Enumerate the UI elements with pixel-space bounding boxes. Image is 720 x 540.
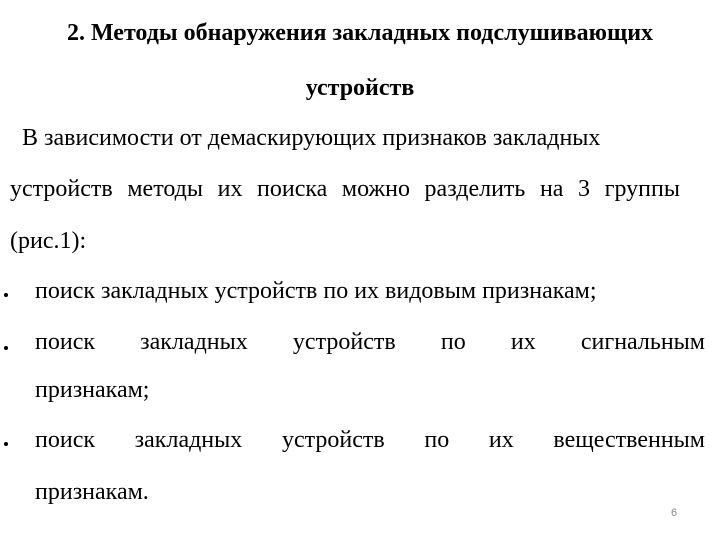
list-item-2-line-1: поиск закладных устройств по их сигнальным (35, 329, 705, 355)
slide-title-line-1: 2. Методы обнаружения закладных подслушивающих (66, 20, 654, 46)
slide-title-line-2: устройств (305, 75, 415, 101)
bullet-dot-icon (4, 442, 8, 446)
list-item-2-line-2: признакам; (35, 377, 150, 403)
intro-paragraph-line-1: В зависимости от демаскирующих признаков закладных (22, 125, 601, 151)
intro-paragraph-line-3: (рис.1): (10, 228, 87, 254)
list-item-3-line-1: поиск закладных устройств по их вещественным (35, 427, 705, 453)
intro-paragraph-line-2: устройств методы их поиска можно разделить на 3 группы (10, 176, 680, 202)
list-item-3-line-2: признакам. (35, 479, 149, 505)
bullet-dot-icon (4, 346, 8, 350)
list-item-1-line-1: поиск закладных устройств по их видовым признакам; (35, 278, 597, 304)
page-number: 6 (670, 507, 678, 519)
bullet-dot-icon (4, 293, 8, 297)
